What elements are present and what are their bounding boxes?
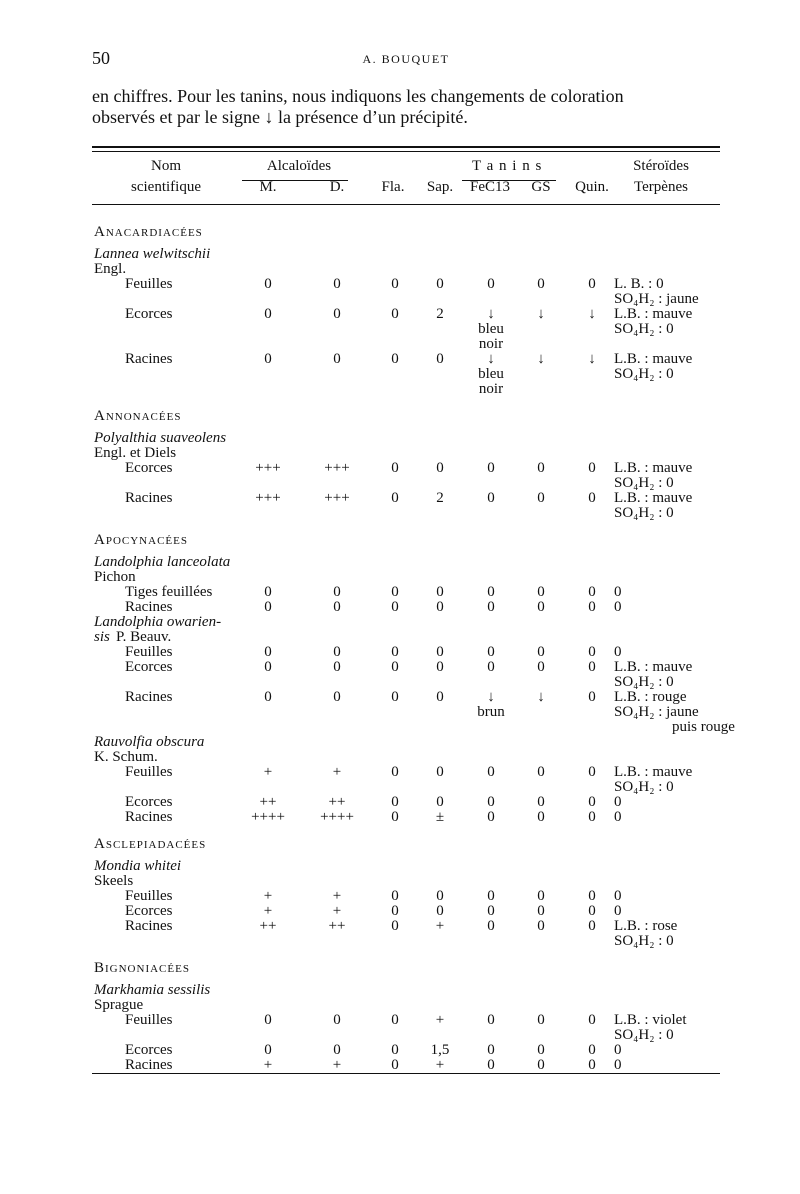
cell-m: 0: [264, 659, 272, 675]
species-author: K. Schum.: [94, 749, 158, 765]
cell-steroides: 0: [614, 1042, 622, 1058]
organ-label: Ecorces: [125, 794, 173, 810]
cell-steroides: 0: [614, 584, 622, 600]
cell-fecl3: bleu: [478, 366, 504, 382]
cell-steroides: SO₄H₂ : 0: [614, 779, 674, 795]
th-quin: Quin.: [575, 179, 609, 195]
cell-steroides: SO₄H₂ : 0: [614, 1027, 674, 1043]
cell-steroides: L.B. : mauve: [614, 306, 693, 322]
family-heading: Annonacées: [94, 408, 182, 424]
cell-fecl3: ↓: [487, 689, 495, 705]
cell-quin: 0: [588, 584, 596, 600]
table-bottom-rule: [92, 1073, 720, 1074]
table-top-rule: [92, 146, 720, 148]
cell-sap: 0: [436, 764, 444, 780]
cell-fla: 0: [391, 764, 399, 780]
cell-d: +: [332, 888, 342, 904]
cell-quin: 0: [588, 794, 596, 810]
cell-quin: ↓: [588, 306, 596, 322]
th-tanins: T a n i n s: [472, 158, 543, 174]
running-head: A. BOUQUET: [362, 52, 450, 66]
cell-steroides: SO₄H₂ : 0: [614, 475, 674, 491]
page-header: [92, 48, 720, 72]
intro-line-2: observés et par le signe ↓ la présence d’un précipité.: [92, 107, 468, 127]
cell-fla: 0: [391, 306, 399, 322]
cell-fecl3: noir: [478, 336, 504, 352]
cell-gs: 0: [537, 794, 545, 810]
cell-steroides: SO₄H₂ : 0: [614, 366, 674, 382]
cell-d: 0: [333, 306, 341, 322]
cell-gs: ↓: [537, 689, 545, 705]
cell-fecl3: 0: [487, 903, 495, 919]
organ-label: Ecorces: [125, 903, 173, 919]
cell-m: +++: [255, 460, 281, 476]
cell-sap: 0: [436, 644, 444, 660]
cell-fecl3: 0: [487, 460, 495, 476]
cell-fecl3: 0: [487, 584, 495, 600]
cell-fla: 0: [391, 888, 399, 904]
cell-fecl3: 0: [487, 1042, 495, 1058]
species-author: Pichon: [94, 569, 136, 585]
cell-gs: ↓: [537, 306, 545, 322]
species-author: P. Beauv.: [116, 629, 172, 645]
cell-d: 0: [333, 1042, 341, 1058]
species-author: Sprague: [94, 997, 144, 1013]
cell-m: 0: [264, 1042, 272, 1058]
cell-sap: 1,5: [430, 1042, 450, 1058]
cell-d: +: [332, 764, 342, 780]
cell-steroides: 0: [614, 644, 622, 660]
cell-m: 0: [264, 351, 272, 367]
cell-fecl3: noir: [478, 381, 504, 397]
cell-gs: 0: [537, 460, 545, 476]
cell-m: 0: [264, 584, 272, 600]
species-name: Landolphia lanceolata: [94, 554, 231, 570]
organ-label: Feuilles: [125, 888, 173, 904]
cell-d: +: [332, 1057, 342, 1073]
cell-m: 0: [264, 306, 272, 322]
cell-fecl3: 0: [487, 659, 495, 675]
cell-fecl3: ↓: [487, 351, 495, 367]
cell-fla: 0: [391, 809, 399, 825]
cell-fla: 0: [391, 490, 399, 506]
species-name: Markhamia sessilis: [94, 982, 211, 998]
cell-steroides: L.B. : mauve: [614, 460, 693, 476]
cell-fla: 0: [391, 794, 399, 810]
th-terpenes: Terpènes: [634, 179, 688, 195]
cell-sap: 0: [436, 903, 444, 919]
th-gs: GS: [531, 179, 551, 195]
cell-quin: 0: [588, 689, 596, 705]
cell-quin: ↓: [588, 351, 596, 367]
cell-gs: 0: [537, 490, 545, 506]
cell-fecl3: 0: [487, 794, 495, 810]
cell-steroides: L.B. : rose: [614, 918, 678, 934]
cell-m: +: [263, 1057, 273, 1073]
cell-fla: 0: [391, 584, 399, 600]
cell-fla: 0: [391, 689, 399, 705]
cell-d: 0: [333, 599, 341, 615]
cell-sap: +: [435, 1012, 445, 1028]
cell-sap: 0: [436, 460, 444, 476]
cell-gs: 0: [537, 764, 545, 780]
species-name: Rauvolfia obscura: [94, 734, 205, 750]
cell-quin: 0: [588, 1057, 596, 1073]
cell-gs: 0: [537, 918, 545, 934]
cell-m: +: [263, 888, 273, 904]
cell-fla: 0: [391, 1042, 399, 1058]
cell-quin: 0: [588, 599, 596, 615]
organ-label: Feuilles: [125, 764, 173, 780]
organ-label: Racines: [125, 809, 173, 825]
organ-label: Ecorces: [125, 1042, 173, 1058]
species-author: Engl.: [94, 261, 127, 277]
cell-fecl3: 0: [487, 764, 495, 780]
cell-sap: 0: [436, 276, 444, 292]
species-author: Skeels: [94, 873, 134, 889]
cell-gs: ↓: [537, 351, 545, 367]
cell-gs: 0: [537, 1042, 545, 1058]
cell-sap: 0: [436, 888, 444, 904]
cell-fecl3: 0: [487, 1057, 495, 1073]
cell-steroides: L.B. : mauve: [614, 659, 693, 675]
cell-m: 0: [264, 599, 272, 615]
organ-label: Racines: [125, 918, 173, 934]
cell-gs: 0: [537, 659, 545, 675]
cell-fla: 0: [391, 918, 399, 934]
species-name: sis: [94, 629, 110, 645]
cell-steroides: puis rouge: [672, 719, 735, 735]
cell-fecl3: 0: [487, 599, 495, 615]
organ-label: Racines: [125, 490, 173, 506]
cell-d: 0: [333, 1012, 341, 1028]
cell-m: ++: [259, 918, 277, 934]
th-steroides: Stéroïdes: [633, 158, 689, 174]
cell-d: 0: [333, 644, 341, 660]
cell-steroides: 0: [614, 599, 622, 615]
cell-m: +: [263, 764, 273, 780]
cell-d: 0: [333, 276, 341, 292]
cell-m: +++: [255, 490, 281, 506]
cell-steroides: SO₄H₂ : 0: [614, 674, 674, 690]
th-d: D.: [329, 179, 345, 195]
cell-d: ++++: [320, 809, 354, 825]
cell-steroides: L.B. : mauve: [614, 351, 693, 367]
page-number: 50: [92, 48, 110, 68]
cell-fecl3: 0: [487, 276, 495, 292]
table-top-rule-2: [92, 151, 720, 152]
cell-gs: 0: [537, 1057, 545, 1073]
cell-fla: 0: [391, 1012, 399, 1028]
cell-quin: 0: [588, 1012, 596, 1028]
organ-label: Feuilles: [125, 276, 173, 292]
cell-m: ++++: [251, 809, 285, 825]
th-alcaloides: Alcaloïdes: [266, 158, 332, 174]
cell-quin: 0: [588, 276, 596, 292]
cell-sap: 0: [436, 794, 444, 810]
cell-sap: 0: [436, 584, 444, 600]
cell-steroides: L.B. : mauve: [614, 490, 693, 506]
intro-paragraph: [92, 86, 720, 128]
family-heading: Asclepiadacées: [94, 836, 207, 852]
family-heading: Anacardiacées: [94, 224, 203, 240]
cell-steroides: SO₄H₂ : 0: [614, 321, 674, 337]
cell-d: +++: [324, 490, 350, 506]
cell-gs: 0: [537, 809, 545, 825]
organ-label: Feuilles: [125, 644, 173, 660]
organ-label: Ecorces: [125, 659, 173, 675]
cell-quin: 0: [588, 918, 596, 934]
cell-steroides: L.B. : violet: [614, 1012, 687, 1028]
cell-d: 0: [333, 659, 341, 675]
cell-fla: 0: [391, 644, 399, 660]
cell-d: +: [332, 903, 342, 919]
cell-gs: 0: [537, 276, 545, 292]
family-heading: Bignoniacées: [94, 960, 190, 976]
cell-fla: 0: [391, 351, 399, 367]
th-scientifique: scientifique: [131, 179, 201, 195]
cell-steroides: L.B. : mauve: [614, 764, 693, 780]
organ-label: Feuilles: [125, 1012, 173, 1028]
cell-sap: 2: [436, 306, 444, 322]
cell-fla: 0: [391, 659, 399, 675]
cell-m: +: [263, 903, 273, 919]
intro-line-1: en chiffres. Pour les tanins, nous indiquons les changements de coloration: [92, 86, 624, 106]
species-name: Mondia whitei: [94, 858, 182, 874]
cell-gs: 0: [537, 644, 545, 660]
organ-label: Racines: [125, 689, 173, 705]
cell-quin: 0: [588, 1042, 596, 1058]
cell-quin: 0: [588, 903, 596, 919]
cell-steroides: 0: [614, 1057, 622, 1073]
cell-steroides: L. B. : 0: [614, 276, 664, 292]
cell-quin: 0: [588, 490, 596, 506]
cell-fecl3: 0: [487, 888, 495, 904]
organ-label: Ecorces: [125, 460, 173, 476]
cell-fecl3: 0: [487, 1012, 495, 1028]
species-name: Lannea welwitschii: [94, 246, 211, 262]
th-fecl3: FeC13: [469, 179, 511, 195]
th-fla: Fla.: [381, 179, 405, 195]
species-author: Engl. et Diels: [94, 445, 177, 461]
cell-steroides: 0: [614, 794, 622, 810]
cell-gs: 0: [537, 599, 545, 615]
cell-quin: 0: [588, 809, 596, 825]
cell-quin: 0: [588, 764, 596, 780]
cell-steroides: SO₄H₂ : jaune: [614, 291, 699, 307]
cell-fla: 0: [391, 460, 399, 476]
cell-m: 0: [264, 644, 272, 660]
cell-d: ++: [328, 794, 346, 810]
cell-d: 0: [333, 351, 341, 367]
cell-steroides: SO₄H₂ : jaune: [614, 704, 699, 720]
cell-fla: 0: [391, 1057, 399, 1073]
cell-fecl3: brun: [477, 704, 505, 720]
cell-steroides: SO₄H₂ : 0: [614, 933, 674, 949]
organ-label: Racines: [125, 351, 173, 367]
cell-sap: 0: [436, 599, 444, 615]
cell-sap: ±: [435, 809, 445, 825]
cell-sap: 0: [436, 351, 444, 367]
cell-fla: 0: [391, 599, 399, 615]
cell-quin: 0: [588, 659, 596, 675]
species-name: Polyalthia suaveolens: [94, 430, 227, 446]
cell-d: 0: [333, 689, 341, 705]
cell-quin: 0: [588, 888, 596, 904]
cell-steroides: 0: [614, 809, 622, 825]
family-heading: Apocynacées: [94, 532, 188, 548]
organ-label: Tiges feuillées: [125, 584, 213, 600]
cell-gs: 0: [537, 903, 545, 919]
cell-gs: 0: [537, 584, 545, 600]
cell-sap: 0: [436, 689, 444, 705]
cell-steroides: 0: [614, 888, 622, 904]
cell-sap: 0: [436, 659, 444, 675]
cell-quin: 0: [588, 644, 596, 660]
cell-m: 0: [264, 276, 272, 292]
cell-d: ++: [328, 918, 346, 934]
th-nom: Nom: [151, 158, 181, 174]
cell-sap: 2: [436, 490, 444, 506]
species-name: Landolphia owarien-: [94, 614, 222, 630]
organ-label: Racines: [125, 1057, 173, 1073]
cell-fecl3: 0: [487, 490, 495, 506]
cell-fla: 0: [391, 276, 399, 292]
cell-fecl3: 0: [487, 918, 495, 934]
cell-fecl3: 0: [487, 644, 495, 660]
table-header-rule: [92, 204, 720, 205]
cell-gs: 0: [537, 1012, 545, 1028]
cell-steroides: 0: [614, 903, 622, 919]
th-sap: Sap.: [426, 179, 454, 195]
cell-fla: 0: [391, 903, 399, 919]
cell-quin: 0: [588, 460, 596, 476]
cell-m: 0: [264, 689, 272, 705]
cell-sap: +: [435, 1057, 445, 1073]
cell-sap: +: [435, 918, 445, 934]
th-m: M.: [259, 179, 277, 195]
cell-d: +++: [324, 460, 350, 476]
cell-fecl3: ↓: [487, 306, 495, 322]
cell-steroides: SO₄H₂ : 0: [614, 505, 674, 521]
cell-fecl3: bleu: [478, 321, 504, 337]
cell-gs: 0: [537, 888, 545, 904]
cell-m: ++: [259, 794, 277, 810]
organ-label: Ecorces: [125, 306, 173, 322]
organ-label: Racines: [125, 599, 173, 615]
cell-d: 0: [333, 584, 341, 600]
cell-fecl3: 0: [487, 809, 495, 825]
cell-m: 0: [264, 1012, 272, 1028]
cell-steroides: L.B. : rouge: [614, 689, 687, 705]
